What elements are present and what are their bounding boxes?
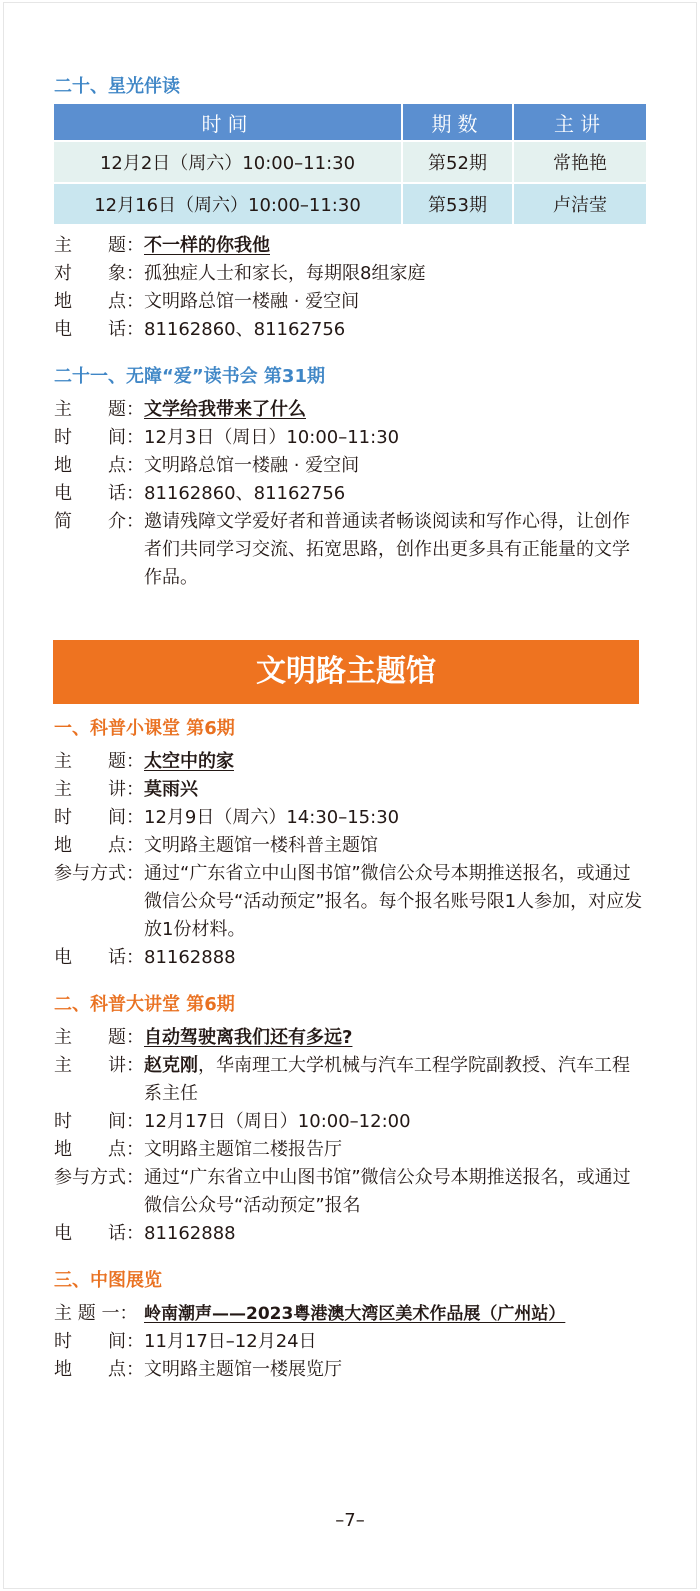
info-row-join [54,860,646,944]
info-row-phone [54,944,646,972]
theme-text: 太空中的家 [144,751,234,772]
label-char: 电 [54,1223,72,1244]
section-title-21: 二十一、无障“爱”读书会 第31期 [54,366,325,387]
place-text: 文明路主题馆一楼科普主题馆 [144,835,378,856]
table-row [54,184,646,224]
info-row-place [54,452,646,480]
info-row-theme [54,1024,646,1052]
label-char: 主 [54,1027,72,1048]
info-row-time [54,1328,646,1356]
label-char: 主 [54,751,72,772]
label-char: 主 [54,399,72,420]
label-char: 话： [108,483,144,504]
speaker-text: 莫雨兴 [144,779,198,800]
table-row [54,142,646,182]
page-number: –7– [335,1510,365,1531]
label-char: 间： [108,1111,144,1132]
label-char: 电 [54,319,72,340]
place-text: 文明路主题馆一楼展览厅 [144,1359,342,1380]
join-text: 通过“广东省立中山图书馆”微信公众号本期推送报名，或通过微信公众号“活动预定”报名。每个报名账号限1人参加，对应发放1份材料。 [144,863,643,940]
info-row-theme [54,232,646,260]
place-text: 文明路主题馆二楼报告厅 [144,1139,342,1160]
speaker-name: 赵克刚 [144,1055,198,1076]
info-row-speaker [54,776,646,804]
info-row-place [54,1356,646,1384]
theme-label: 主 题 一： [54,1303,138,1324]
label-char: 电 [54,483,72,504]
label-char: 时 [54,807,72,828]
label-char: 简 [54,511,72,532]
table-cell: 第52期 [403,142,512,182]
label-char: 象： [108,263,144,284]
phone-text: 81162860、81162756 [144,483,346,504]
label-char: 讲： [108,779,144,800]
schedule-table [52,102,648,226]
info-row-time [54,424,646,452]
label-char: 地 [54,455,72,476]
label-char: 时 [54,1331,72,1352]
speaker-title: ，华南理工大学机械与汽车工程学院副教授、汽车工程系主任 [144,1055,630,1104]
theme-text: 岭南潮声——2023粤港澳大湾区美术作品展（广州站） [144,1304,566,1324]
info-row-phone [54,1220,646,1248]
info-row-speaker [54,1052,646,1108]
join-text: 通过“广东省立中山图书馆”微信公众号本期推送报名，或通过微信公众号“活动预定”报名 [144,1167,631,1216]
table-header-issue: 期数 [403,104,512,140]
section-title-t3: 三、中图展览 [54,1270,162,1291]
label-char: 话： [108,1223,144,1244]
label-char: 间： [108,427,144,448]
info-row-time [54,804,646,832]
label-char: 题： [108,751,144,772]
table-cell: 卢洁莹 [514,184,646,224]
label-char: 电 [54,947,72,968]
label-char: 地 [54,1139,72,1160]
place-text: 文明路总馆一楼融 · 爱空间 [144,291,360,312]
section-title-t2: 二、科普大讲堂 第6期 [54,994,235,1015]
info-row-theme [54,396,646,424]
label-char: 话： [108,319,144,340]
info-row-phone [54,316,646,344]
join-label: 参与方式： [54,863,144,884]
label-char: 题： [108,399,144,420]
table-cell: 12月16日（周六）10:00–11:30 [54,184,401,224]
phone-text: 81162888 [144,947,236,968]
theme-text: 不一样的你我他 [144,235,270,256]
info-row-intro [54,508,646,592]
label-char: 时 [54,427,72,448]
label-char: 讲： [108,1055,144,1076]
section-title-20: 二十、星光伴读 [54,76,180,97]
time-text: 12月3日（周日）10:00–11:30 [144,427,400,448]
table-cell: 12月2日（周六）10:00–11:30 [54,142,401,182]
label-char: 地 [54,835,72,856]
label-char: 地 [54,291,72,312]
label-char: 对 [54,263,72,284]
label-char: 主 [54,1055,72,1076]
info-row-phone [54,480,646,508]
info-row-join [54,1164,646,1220]
label-char: 题： [108,235,144,256]
label-char: 介： [108,511,144,532]
info-row-place [54,1136,646,1164]
label-char: 主 [54,235,72,256]
label-char: 点： [108,455,144,476]
table-header-speaker: 主讲 [514,104,646,140]
theme-text: 文学给我带来了什么 [144,399,306,420]
phone-text: 81162888 [144,1223,236,1244]
label-char: 点： [108,291,144,312]
info-row-theme [54,748,646,776]
table-cell: 第53期 [403,184,512,224]
time-text: 11月17日–12月24日 [144,1331,317,1352]
info-row-target [54,260,646,288]
intro-text: 邀请残障文学爱好者和普通读者畅谈阅读和写作心得，让创作者们共同学习交流、拓宽思路，创作出更多具有正能量的文学作品。 [144,511,630,588]
time-text: 12月17日（周日）10:00–12:00 [144,1111,411,1132]
info-row-time [54,1108,646,1136]
phone-text: 81162860、81162756 [144,319,346,340]
target-text: 孤独症人士和家长，每期限8组家庭 [144,263,426,284]
join-label: 参与方式： [54,1167,144,1188]
label-char: 话： [108,947,144,968]
page-content [54,74,646,1384]
theme-text: 自动驾驶离我们还有多远? [144,1027,353,1048]
table-header-time: 时间 [54,104,401,140]
label-char: 题： [108,1027,144,1048]
label-char: 点： [108,1359,144,1380]
info-row-place [54,832,646,860]
label-char: 时 [54,1111,72,1132]
label-char: 间： [108,807,144,828]
table-cell: 常艳艳 [514,142,646,182]
time-text: 12月9日（周六）14:30–15:30 [144,807,400,828]
section-banner: 文明路主题馆 [53,640,639,704]
label-char: 地 [54,1359,72,1380]
label-char: 点： [108,835,144,856]
info-row-theme [54,1300,646,1328]
label-char: 点： [108,1139,144,1160]
label-char: 间： [108,1331,144,1352]
place-text: 文明路总馆一楼融 · 爱空间 [144,455,360,476]
label-char: 主 [54,779,72,800]
section-title-t1: 一、科普小课堂 第6期 [54,718,235,739]
info-row-place [54,288,646,316]
